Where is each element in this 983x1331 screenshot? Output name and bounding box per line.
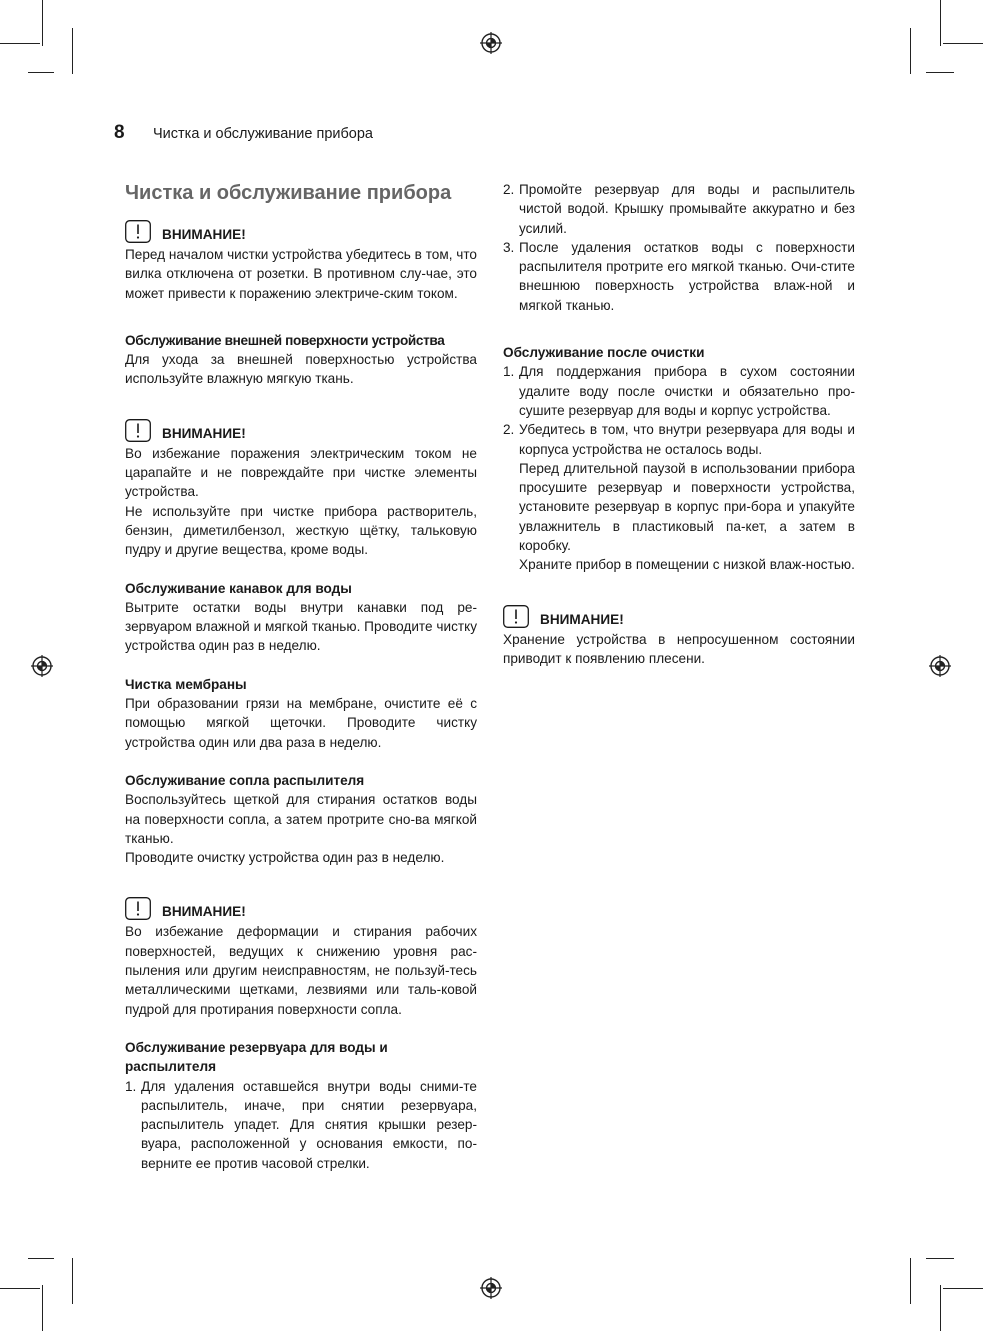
registration-mark-icon: [31, 655, 53, 677]
warning-header: [503, 603, 855, 629]
list-item-text: Убедитесь в том, что внутри резервуара для воды и корпуса устройства не осталось воды.: [519, 422, 855, 457]
list-number: 1.: [503, 364, 515, 380]
warning-icon: [503, 605, 529, 629]
crop-mark: [42, 1285, 43, 1331]
section-heading: Обслуживание внешней поверхности устройства: [125, 332, 445, 348]
warning-icon: [125, 220, 151, 244]
crop-mark: [940, 0, 941, 46]
registration-mark-icon: [480, 32, 502, 54]
warning-text: Во избежание поражения электрическим током не царапайте и не повреждайте при чистке элементы устройства.: [125, 445, 477, 500]
section-heading: Обслуживание резервуара для воды и: [125, 1039, 388, 1055]
list-number: 1.: [125, 1078, 137, 1094]
list-number: 2.: [503, 422, 515, 438]
list-item-text: Храните прибор в помещении с низкой влаж-ностью.: [519, 557, 855, 573]
crop-mark: [943, 43, 983, 44]
warning-text: Не используйте при чистке прибора растворитель, бензин, диметилбензол, жесткую щётку, тальковую пудру и другие вещества, кроме воды.: [125, 503, 477, 558]
crop-mark: [0, 43, 40, 44]
registration-mark-icon: [929, 655, 951, 677]
warning-label: ВНИМАНИЕ!: [162, 227, 246, 242]
section-heading: Обслуживание канавок для воды: [125, 580, 352, 596]
warning-icon: [125, 419, 151, 443]
left-column: [125, 180, 477, 1173]
crop-mark: [72, 1258, 73, 1304]
list-item-text: Для поддержания прибора в сухом состоянии удалите воду после очистки и обязательно про-сушите резервуар для воды и корпус устройства.: [519, 364, 855, 418]
running-title: Чистка и обслуживание прибора: [153, 126, 373, 142]
crop-mark: [910, 28, 911, 74]
section-heading: распылителя: [125, 1059, 217, 1075]
section-heading: Чистка мембраны: [125, 676, 247, 692]
numbered-list: [503, 362, 855, 458]
warning-label: ВНИМАНИЕ!: [162, 904, 246, 920]
warning-label: ВНИМАНИЕ!: [162, 425, 246, 441]
section-text: Вытрите остатки воды внутри канавки под ре-зервуаром влажной и мягкой тканью. Проводите чистку устройства один раз в неделю.: [125, 599, 477, 654]
numbered-list: [125, 1077, 477, 1173]
right-column: [503, 180, 855, 668]
crop-mark: [28, 1258, 54, 1259]
list-item-text: После удаления остатков воды с поверхности распылителя протрите его мягкой тканью. Очи-стите внешнюю поверхность устройства влаж-ной и мягкой тканью.: [519, 239, 855, 313]
list-item-text: Для удаления оставшейся внутри воды сними-те распылитель, иначе, при снятии резервуара, распылитель упадет. Для снятия крышки резер-вуара, расположенной у основания емкости, по-верните ее против часовой стрелки.: [141, 1078, 477, 1171]
crop-mark: [943, 1288, 983, 1289]
crop-mark: [0, 1288, 40, 1289]
section-text: Воспользуйтесь щеткой для стирания остатков воды на поверхности сопла, а затем протрите сно-ва мягкой тканью.: [125, 792, 477, 846]
list-item: [503, 180, 855, 238]
warning-label: ВНИМАНИЕ!: [540, 611, 624, 627]
warning-header: [125, 895, 477, 921]
list-item-text: Перед длительной паузой в использовании прибора просушите резервуар и поверхности устройства, установите резервуар в корпус при-бора и упакуйте увлажнитель в пластиковый па-кет, а затем в коробку.: [519, 460, 855, 554]
warning-text: Во избежание деформации и стирания рабочих поверхностей, ведущих к снижению уровня рас-пыления или другим неисправностям, не пользуй-тесь металлическими щетками, лезвиями или таль-ковой пудрой для протирания поверхности сопла.: [125, 924, 477, 1017]
list-number: 3.: [503, 239, 515, 255]
crop-mark: [910, 1258, 911, 1304]
section-text: При образовании грязи на мембране, очистите её с помощью мягкой щеточки. Проводите чистку устройства один или два раза в неделю.: [125, 696, 477, 750]
numbered-list: [503, 180, 855, 315]
crop-mark: [926, 72, 954, 73]
section-text: Для ухода за внешней поверхностью устройства используйте влажную мягкую ткань.: [125, 352, 477, 387]
list-item: [125, 1077, 477, 1173]
list-item: [503, 420, 855, 459]
section-heading: Обслуживание сопла распылителя: [125, 772, 365, 788]
crop-mark: [940, 1285, 941, 1331]
warning-text: Хранение устройства в непросушенном состоянии приводит к появлению плесени.: [503, 631, 855, 666]
crop-mark: [926, 1258, 954, 1259]
list-number: 2.: [503, 182, 515, 197]
section-heading: Обслуживание после очистки: [503, 345, 705, 361]
crop-mark: [72, 28, 73, 74]
crop-mark: [28, 72, 54, 73]
list-item: [503, 238, 855, 315]
page-number: 8: [114, 122, 125, 143]
warning-icon: [125, 897, 151, 921]
registration-mark-icon: [480, 1277, 502, 1299]
list-item-text: Промойте резервуар для воды и распылитель чистой водой. Крышку промывайте аккуратно и без усилий.: [519, 182, 855, 236]
warning-text: Перед началом чистки устройства убедитесь в том, что вилка отключена от розетки. В противном слу-чае, это может привести к поражению электриче-ским током.: [125, 247, 477, 301]
warning-header: [125, 218, 477, 244]
page-title: Чистка и обслуживание прибора: [125, 182, 452, 204]
section-text: Проводите очистку устройства один раз в неделю.: [125, 850, 445, 866]
warning-header: [125, 417, 477, 443]
list-item: [503, 362, 855, 420]
crop-mark: [42, 0, 43, 46]
